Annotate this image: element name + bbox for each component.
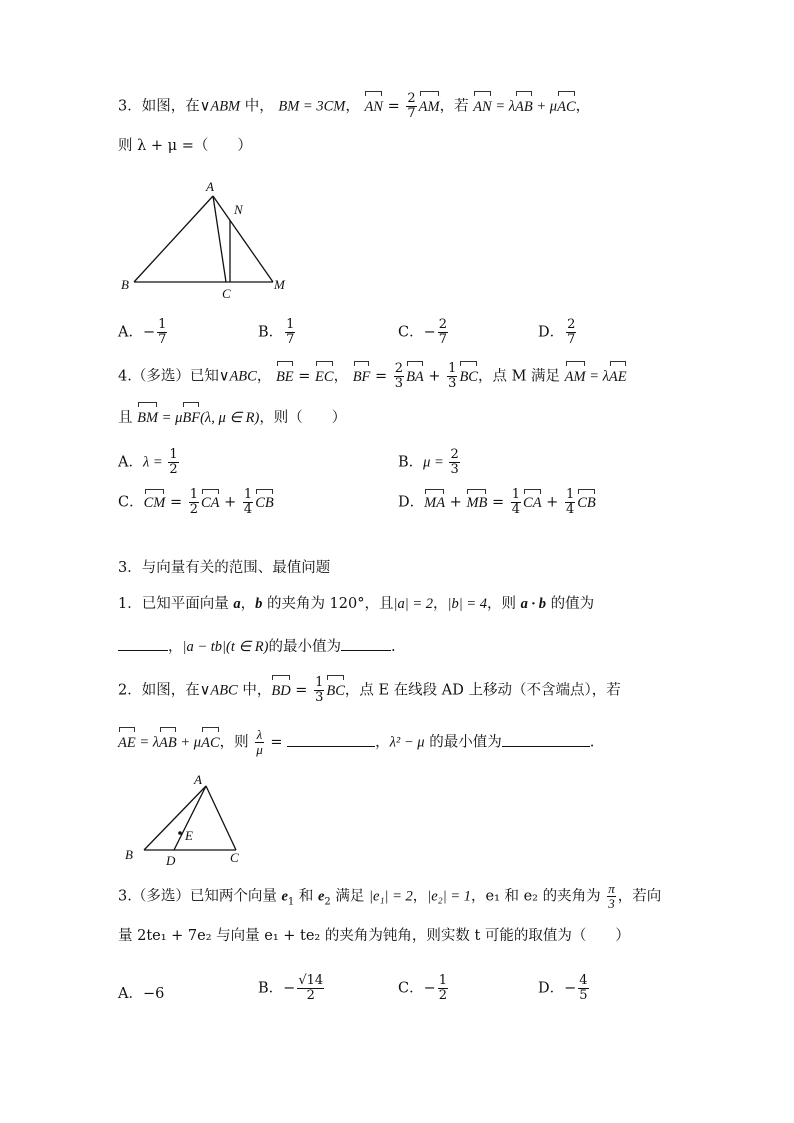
q3-option-b[interactable]: B． $\frac{1}{7}$	[258, 317, 295, 347]
label-A: A	[194, 772, 202, 787]
q4-option-a[interactable]: A．λ = $\frac{1}{2}$	[118, 447, 178, 477]
q3-triangle-figure	[118, 176, 298, 302]
label-C: C	[230, 850, 239, 865]
section-heading: 3．与向量有关的范围、最值问题	[118, 560, 331, 576]
p1-stem-line1: 1．已知平面向量 a，b 的夹角为 120°，且|a| = 2，|b| = 4，则 a · b 的值为	[118, 596, 595, 612]
label-E: E	[185, 828, 193, 843]
label-B: B	[121, 277, 129, 292]
p3-option-b[interactable]: B．− $\frac{√14}{2}$	[258, 973, 324, 1003]
label-D: D	[166, 853, 176, 866]
p2-blank-1[interactable]	[287, 732, 375, 747]
q3-option-a[interactable]: A．− $\frac{1}{7}$	[118, 317, 167, 347]
p2-blank-2[interactable]	[502, 732, 590, 747]
q4-option-d[interactable]: D．MA + MB = $\frac{1}{4}$ CA + $\frac{1}{4}$ CB	[398, 487, 596, 517]
label-N: N	[234, 202, 243, 217]
p1-blank-1[interactable]	[118, 636, 168, 651]
p3-option-d[interactable]: D．− $\frac{4}{5}$	[538, 973, 588, 1003]
q4-option-c[interactable]: C．CM = $\frac{1}{2}$ CA + $\frac{1}{4}$ CB	[118, 487, 274, 517]
p2-triangle-figure	[118, 770, 258, 866]
q3-condition: BM = 3CM	[278, 98, 346, 115]
label-B: B	[125, 847, 133, 862]
p1-blank-2[interactable]	[341, 636, 391, 651]
label-A: A	[206, 179, 214, 194]
q3-stem-line1: 3．如图，在∨ABM 中， BM = 3CM， AN = $\frac{2}{7}$ AM，若 AN = λAB + μAC，	[118, 91, 591, 121]
q4-stem-line1: 4.（多选）已知∨ABC， BE = EC， BF = $\frac{2}{3}$ BA + $\frac{1}{3}$ BC，点 M 满足 AM = λAE	[118, 361, 627, 391]
q4-stem-line2: 且 BM = μBF(λ, μ ∈ R)，则（ ）	[118, 406, 346, 428]
p3-option-a[interactable]: A．−6	[118, 986, 165, 1002]
q4-option-b[interactable]: B．μ = $\frac{2}{3}$	[398, 447, 459, 477]
p2-stem-line1: 2．如图，在∨ABC 中，BD = $\frac{1}{3}$ BC，点 E 在线段 AD 上移动（不含端点），若	[118, 675, 621, 705]
label-M: M	[274, 277, 285, 292]
q3-option-c[interactable]: C．− $\frac{2}{7}$	[398, 317, 448, 347]
label-C: C	[222, 286, 231, 301]
p3-stem-line1: 3.（多选）已知两个向量 $e_1$ 和 $e_2$ 满足 |e₁| = 2，|e₂| = 1，e₁ 和 e₂ 的夹角为 $\frac{\pi}{3}$ ，若向	[118, 881, 662, 911]
q3-option-d[interactable]: D． $\frac{2}{7}$	[538, 317, 576, 347]
q3-stem-line2: 则 λ + μ =（ ）	[118, 138, 252, 154]
p1-stem-line2: ，|a − tb|(t ∈ R)的最小值为 .	[118, 636, 396, 657]
p3-stem-line2: 量 2te₁ + 7e₂ 与向量 e₁ + te₂ 的夹角为钝角，则实数 t 可能的取值为（ ）	[118, 928, 630, 944]
p3-option-c[interactable]: C．− $\frac{1}{2}$	[398, 973, 448, 1003]
p2-stem-line2: AE = λAB + μAC，则 $\frac{\lambda}{\mu}$ = ，λ² − μ 的最小值为 .	[118, 727, 595, 757]
